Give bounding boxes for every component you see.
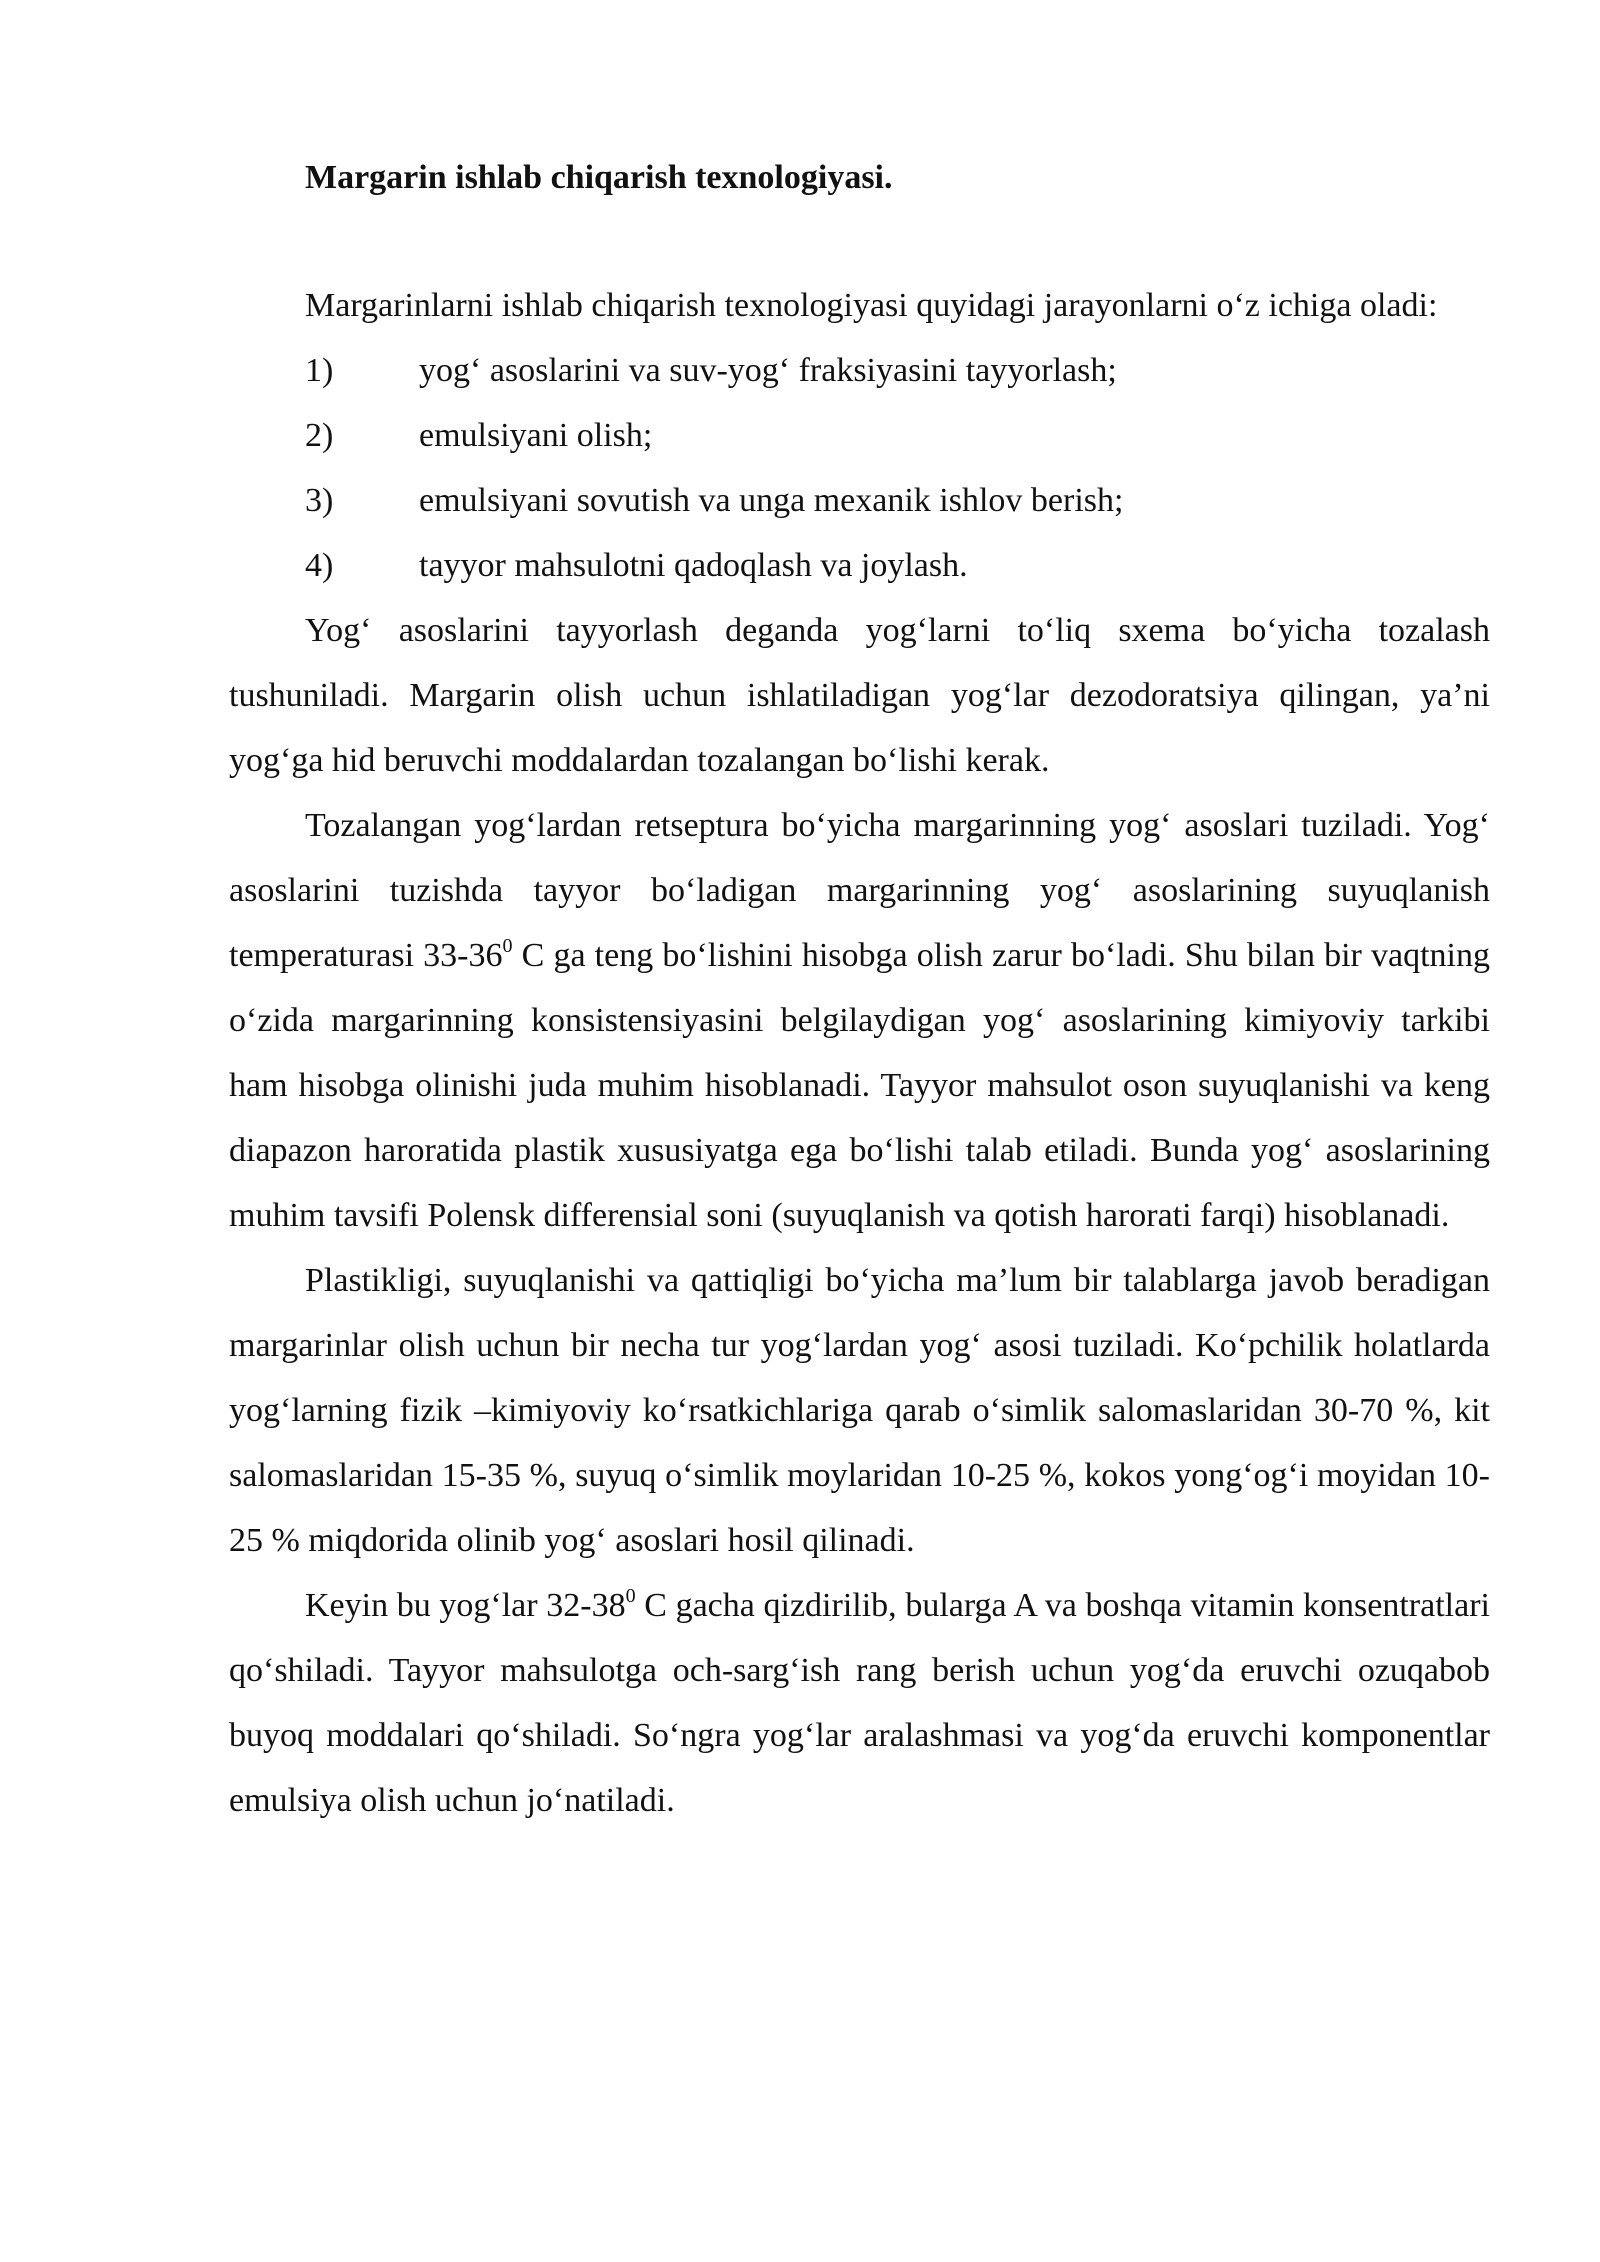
list-item-number: 3) <box>305 482 334 519</box>
paragraph-plasticity: Plastikligi, suyuqlanishi va qattiqligi bo‘yicha ma’lum bir talablarga javob beradigan margarinlar olish uchun bir necha tur yog‘lardan yog‘ asosi tuziladi. Ko‘pchilik holatlarda yog‘larning fizik –kimiyoviy ko‘rsatkichlariga qarab o‘simlik salomaslaridan 30-70 %, kit salomaslaridan 15-35 %, suyuq o‘simlik moylaridan 10-25 %, kokos yong‘og‘i moyidan 10-25 % miqdorida olinib yog‘ asoslari hosil qilinadi. <box>229 1262 1490 1559</box>
paragraph-text: Tozalangan yog‘lardan retseptura bo‘yicha margarinning yog‘ asoslari tuziladi. Yog‘ asoslarini tuzishda tayyor bo‘ladigan margarinning yog‘ asoslarining suyuqlanish temperaturasi 33-36 <box>229 807 1490 974</box>
list-item-number: 2) <box>305 417 334 454</box>
list-item <box>229 468 1490 533</box>
list-item-text: emulsiyani olish; <box>419 417 653 454</box>
superscript-degree: 0 <box>625 1585 636 1607</box>
list-item <box>229 533 1490 598</box>
superscript-degree: 0 <box>502 935 513 957</box>
paragraph-fat-base-composition <box>229 793 1490 1248</box>
list-item-text: emulsiyani sovutish va unga mexanik ishlov berish; <box>419 482 1124 519</box>
intro-paragraph: Margarinlarni ishlab chiqarish texnologiyasi quyidagi jarayonlarni o‘z ichiga oladi: <box>305 287 1438 324</box>
document-body <box>229 148 1490 1833</box>
paragraph-text: Keyin bu yog‘lar 32-38 <box>305 1587 626 1624</box>
list-item <box>229 338 1490 403</box>
list-item-number: 4) <box>305 547 334 584</box>
document-title: Margarin ishlab chiqarish texnologiyasi. <box>305 159 893 196</box>
list-item-text: tayyor mahsulotni qadoqlash va joylash. <box>419 547 968 584</box>
list-item-number: 1) <box>305 352 334 389</box>
list-item <box>229 403 1490 468</box>
paragraph-heating <box>229 1573 1490 1833</box>
process-steps-list <box>229 338 1490 598</box>
list-item-text: yog‘ asoslarini va suv-yog‘ fraksiyasini tayyorlash; <box>419 352 1117 389</box>
paragraph-text: C ga teng bo‘lishini hisobga olish zarur bo‘ladi. Shu bilan bir vaqtning o‘zida margarinning konsistensiyasini belgilaydigan yog‘ asoslarining kimiyoviy tarkibi ham hisobga olinishi juda muhim hisoblanadi. Tayyor mahsulot oson suyuqlanishi va keng diapazon haroratida plastik xususiyatga ega bo‘lishi talab etiladi. Bunda yog‘ asoslarining muhim tavsifi Polensk differensial soni (suyuqlanish va qotish harorati farqi) hisoblanadi. <box>229 937 1490 1234</box>
paragraph-fat-preparation: Yog‘ asoslarini tayyorlash deganda yog‘larni to‘liq sxema bo‘yicha tozalash tushuniladi. Margarin olish uchun ishlatiladigan yog‘lar dezodoratsiya qilingan, ya’ni yog‘ga hid beruvchi moddalardan tozalangan bo‘lishi kerak. <box>229 612 1490 779</box>
paragraph-text: C gacha qizdirilib, bularga A va boshqa vitamin konsentratlari qo‘shiladi. Tayyor mahsulotga och-sarg‘ish rang berish uchun yog‘da eruvchi ozuqabob buyoq moddalari qo‘shiladi. So‘ngra yog‘lar aralashmasi va yog‘da eruvchi komponentlar emulsiya olish uchun jo‘natiladi. <box>229 1587 1490 1819</box>
